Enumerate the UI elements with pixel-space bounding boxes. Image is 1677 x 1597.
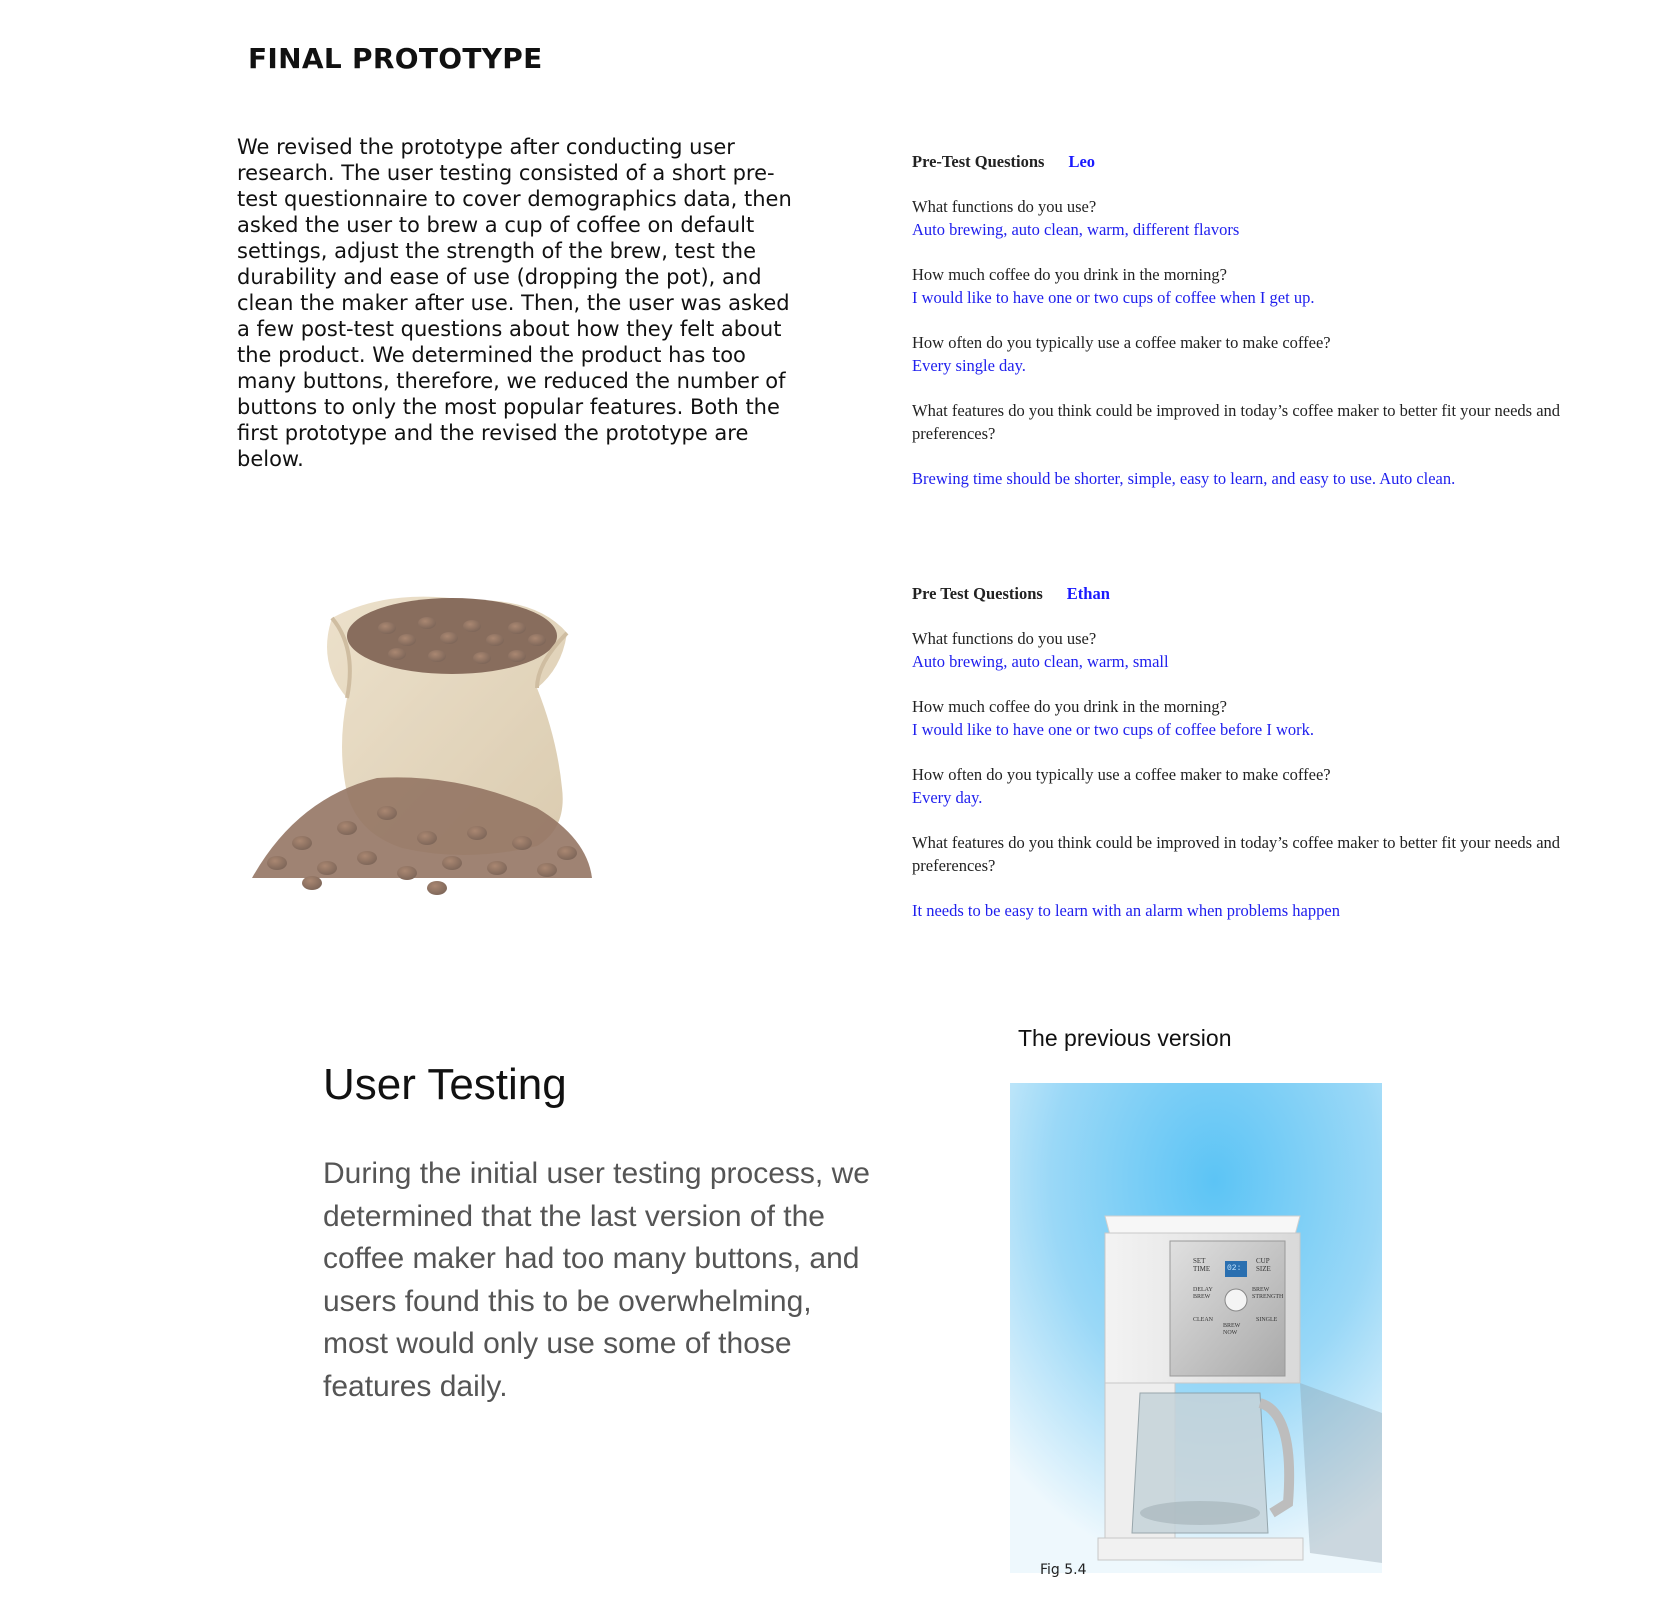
question-continued: preferences?: [912, 424, 996, 443]
answer: Every single day.: [912, 356, 1026, 375]
panel-label-brew-strength: BREW STRENGTH: [1252, 1287, 1284, 1300]
panel-label-brew-now: BREW NOW: [1223, 1323, 1241, 1336]
question: What functions do you use?: [912, 629, 1097, 648]
question: What features do you think could be improved in today’s coffee maker to better fit your needs and: [912, 401, 1561, 420]
answer: I would like to have one or two cups of coffee before I work.: [912, 720, 1314, 739]
participant-name: Leo: [1068, 152, 1096, 171]
participant-name: Ethan: [1066, 584, 1110, 603]
intro-paragraph: We revised the prototype after conducting user research. The user testing consisted of a short pre-test questionnaire to cover demographics data, then asked the user to brew a cup of coffee on default settings, adjust the strength of the brew, test the durability and ease of use (dropping the pot), and clean the maker after use. Then, the user was asked a few post-test questions about how they felt about the product. We determined the product has too many buttons, therefore, we reduced the number of buttons to only the most popular features. Both the first prototype and the revised the prototype are below.: [237, 135, 792, 471]
panel-label-clean: CLEAN: [1193, 1317, 1213, 1323]
answer: Every day.: [912, 788, 983, 807]
answer: Auto brewing, auto clean, warm, different flavors: [912, 220, 1240, 239]
panel-label-single: SINGLE: [1256, 1317, 1278, 1323]
questionnaire-header: Pre-Test Questions: [912, 152, 1045, 171]
question-continued: preferences?: [912, 856, 996, 875]
question: How much coffee do you drink in the morning?: [912, 697, 1227, 716]
panel-label-set-time: SET TIME: [1193, 1257, 1211, 1273]
question: How often do you typically use a coffee maker to make coffee?: [912, 765, 1331, 784]
question: What features do you think could be improved in today’s coffee maker to better fit your needs and: [912, 833, 1561, 852]
answer: I would like to have one or two cups of coffee when I get up.: [912, 288, 1315, 307]
user-testing-body: During the initial user testing process, we determined that the last version of the coffee maker had too many buttons, and users found this to be overwhelming, most would only use some of those features daily.: [323, 1157, 870, 1403]
questionnaire-ethan: [912, 582, 1562, 922]
answer: Brewing time should be shorter, simple, easy to learn, and easy to use. Auto clean.: [912, 469, 1456, 488]
figure-caption: Fig 5.4: [1040, 1562, 1087, 1578]
question: How much coffee do you drink in the morning?: [912, 265, 1227, 284]
questionnaire-leo: [912, 150, 1562, 490]
coffee-maker-image: [1010, 1083, 1382, 1573]
coffee-bean-sack-image: [237, 578, 595, 900]
panel-label-cup-size: CUP SIZE: [1256, 1257, 1271, 1273]
previous-version-label: The previous version: [1018, 1025, 1232, 1051]
answer: It needs to be easy to learn with an alarm when problems happen: [912, 901, 1340, 920]
panel-display: 02:: [1227, 1264, 1242, 1273]
user-testing-title: User Testing: [323, 1060, 567, 1109]
section-title: FINAL PROTOTYPE: [248, 42, 543, 75]
question: What functions do you use?: [912, 197, 1097, 216]
answer: Auto brewing, auto clean, warm, small: [912, 652, 1169, 671]
panel-label-delay-brew: DELAY BREW: [1193, 1287, 1213, 1300]
questionnaire-header: Pre Test Questions: [912, 584, 1043, 603]
question: How often do you typically use a coffee maker to make coffee?: [912, 333, 1331, 352]
